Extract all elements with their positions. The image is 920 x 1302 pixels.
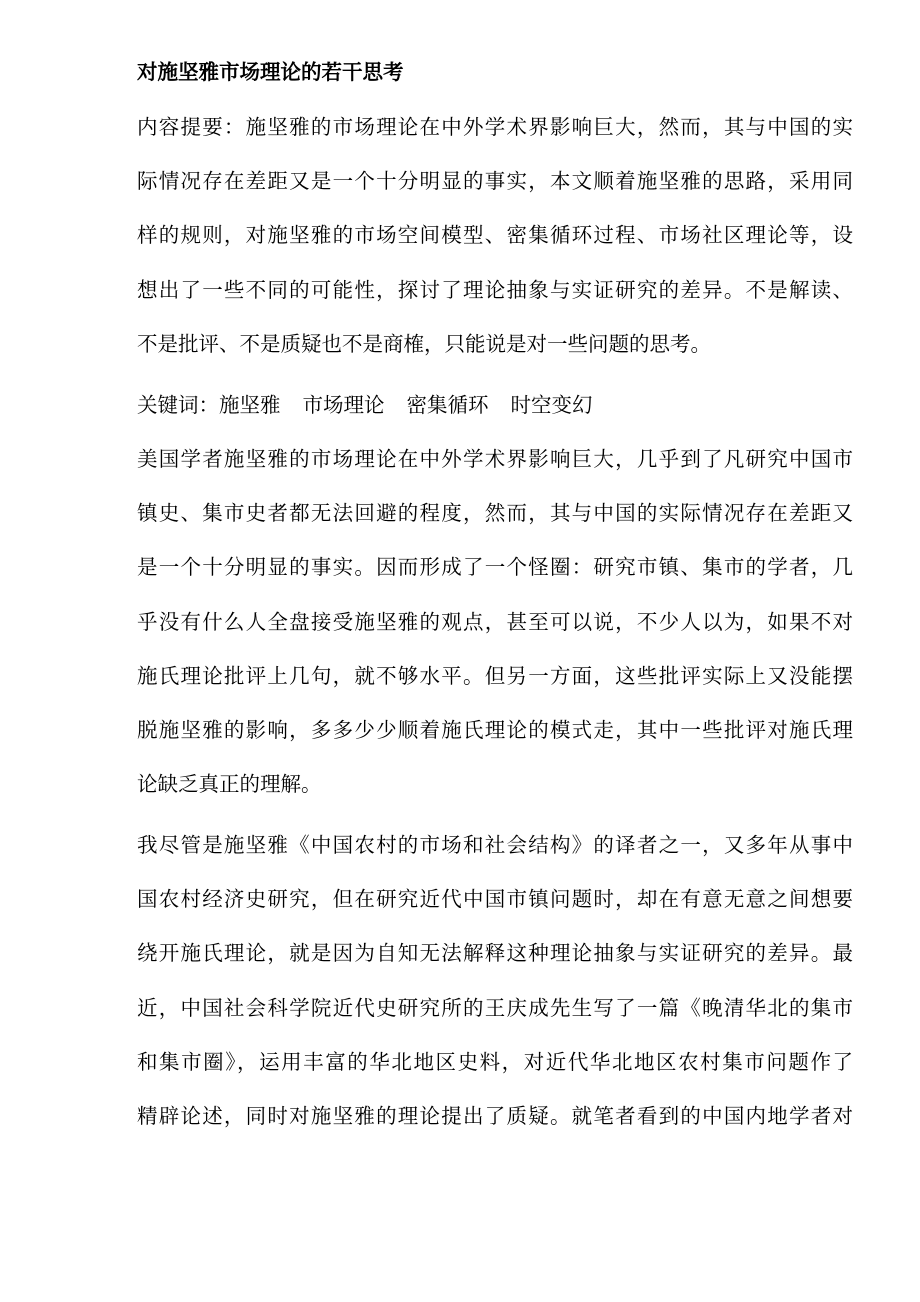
paragraph-line: 论缺乏真正的理解。 xyxy=(137,772,322,797)
abstract-line: 想出了一些不同的可能性，探讨了理论抽象与实证研究的差异。不是解读、 xyxy=(137,277,853,302)
paragraph-line: 国农村经济史研究，但在研究近代中国市镇问题时，却在有意无意之间想要 xyxy=(137,887,853,912)
abstract-line: 内容提要：施坚雅的市场理论在中外学术界影响巨大，然而，其与中国的实 xyxy=(137,115,853,139)
paragraph-line: 精辟论述，同时对施坚雅的理论提出了质疑。就笔者看到的中国内地学者对 xyxy=(137,1103,853,1128)
paragraph-line: 是一个十分明显的事实。因而形成了一个怪圈：研究市镇、集市的学者，几 xyxy=(137,555,853,580)
keywords-label: 关键词： xyxy=(137,393,219,417)
keyword-item: 时空变幻 xyxy=(510,393,593,417)
abstract-line: 际情况存在差距又是一个十分明显的事实，本文顺着施坚雅的思路，采用同 xyxy=(137,169,853,194)
keyword-item: 密集循环 xyxy=(406,393,489,417)
paragraph-1 xyxy=(137,432,853,811)
abstract-line: 不是批评、不是质疑也不是商榷，只能说是对一些问题的思考。 xyxy=(137,331,711,356)
paragraph-line: 我尽管是施坚雅《中国农村的市场和社会结构》的译者之一，又多年从事中 xyxy=(137,833,853,857)
paragraph-line: 和集市圈》，运用丰富的华北地区史料，对近代华北地区农村集市问题作了 xyxy=(137,1049,853,1074)
document-title: 对施坚雅市场理论的若干思考 xyxy=(137,60,404,84)
paragraph-line: 脱施坚雅的影响，多多少少顺着施氏理论的模式走，其中一些批评对施氏理 xyxy=(137,717,853,742)
paragraph-line: 美国学者施坚雅的市场理论在中外学术界影响巨大，几乎到了凡研究中国市 xyxy=(137,447,853,471)
paragraph-line: 镇史、集市史者都无法回避的程度，然而，其与中国的实际情况存在差距又 xyxy=(137,501,853,526)
keyword-item: 施坚雅 xyxy=(219,393,281,417)
paragraph-line: 施氏理论批评上几句，就不够水平。但另一方面，这些批评实际上又没能摆 xyxy=(137,663,853,688)
paragraph-line: 乎没有什么人全盘接受施坚雅的观点，甚至可以说，不少人以为，如果不对 xyxy=(137,609,853,634)
paragraph-2 xyxy=(137,818,853,1143)
abstract-line: 样的规则，对施坚雅的市场空间模型、密集循环过程、市场社区理论等，设 xyxy=(137,223,853,248)
keywords xyxy=(137,385,593,425)
paragraph-line: 绕开施氏理论，就是因为自知无法解释这种理论抽象与实证研究的差异。最 xyxy=(137,941,853,966)
abstract xyxy=(137,100,853,371)
keyword-item: 市场理论 xyxy=(302,393,385,417)
paragraph-line: 近，中国社会科学院近代史研究所的王庆成先生写了一篇《晚清华北的集市 xyxy=(137,995,853,1020)
